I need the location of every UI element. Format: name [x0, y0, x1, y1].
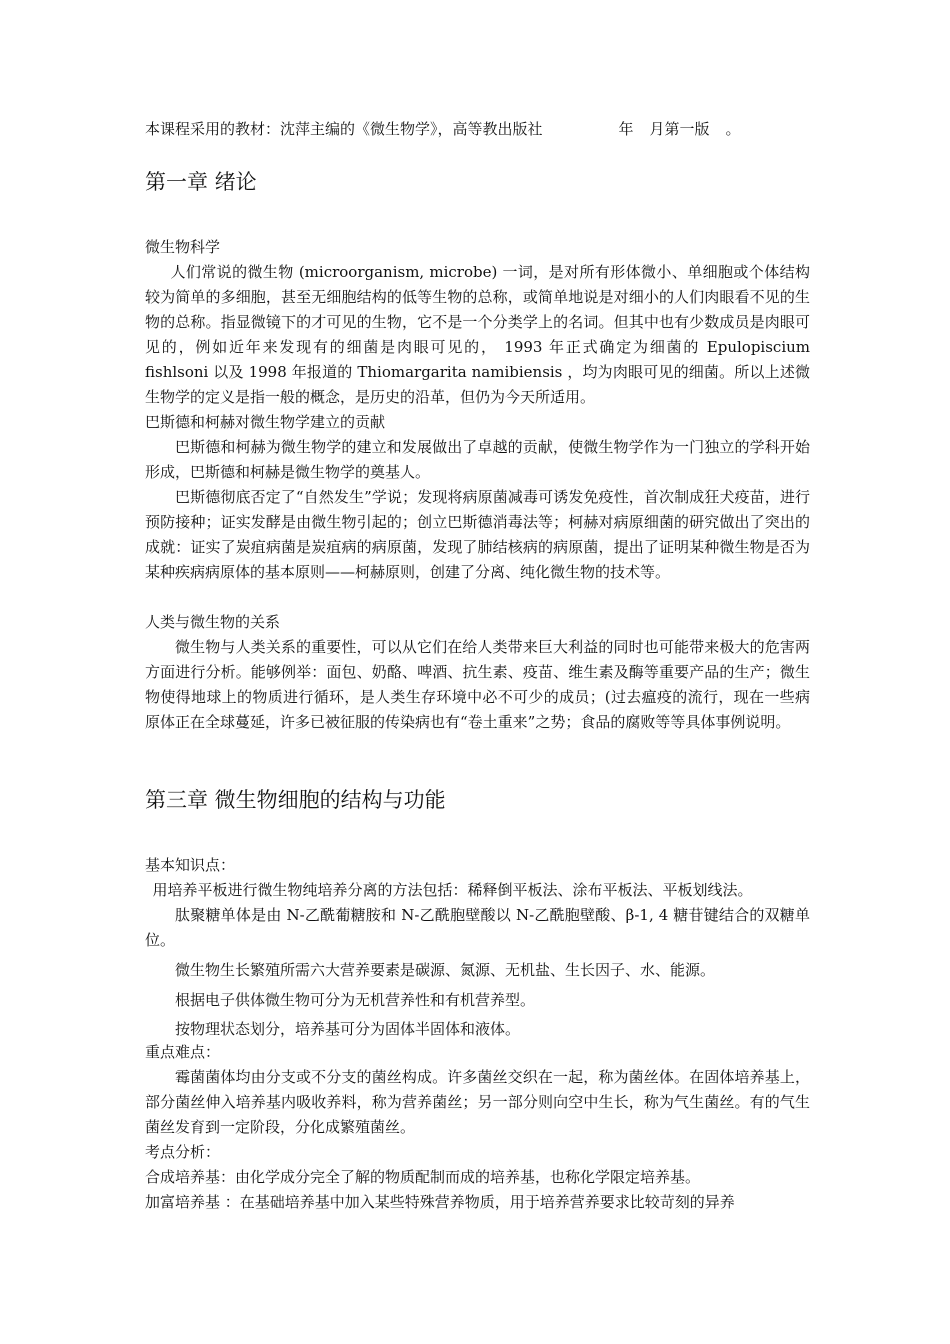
paragraph-human-microbe-relation: 微生物与人类关系的重要性，可以从它们在给人类带来巨大利益的同时也可能带来极大的危害两方面进行分析。能够例举：面包、奶酪、啤酒、抗生素、疫苗、维生素及酶等重要产品的生产；微生物使得地球上的物质进行循环，是人类生存环境中必不可少的成员；(过去瘟疫的流行，现在一些病原体正在全球蔓延，许多已被征服的传染病也有“卷土重来”之势；食品的腐败等等具体事例说明。	[145, 638, 810, 731]
paragraph-mold-hyphae: 霉菌菌体均由分支或不分支的菌丝构成。许多菌丝交织在一起，称为菌丝体。在固体培养基上，部分菌丝伸入培养基内吸收养料，称为营养菌丝；另一部分则向空中生长，称为气生菌丝。有的气生菌丝发育到一定阶段，分化成繁殖菌丝。	[145, 1068, 810, 1136]
knowledge-point-nutrition-types: 根据电子供体微生物可分为无机营养性和有机营养型。	[175, 991, 536, 1009]
section-title-human-microbe-relation: 人类与微生物的关系	[145, 613, 281, 631]
knowledge-point-peptidoglycan: 肽聚糖单体是由 N-乙酰葡糖胺和 N-乙酰胞壁酸以 N-乙酰胞壁酸、β-1, 4 糖苷键结合的双糖单位。	[145, 906, 810, 949]
textbook-note-edition: 月第一版	[649, 120, 710, 138]
section-title-pasteur-koch: 巴斯德和柯赫对微生物学建立的贡献	[145, 413, 386, 431]
textbook-note	[145, 117, 810, 142]
chapter-1-heading: 第一章 绪论	[145, 170, 257, 194]
textbook-note-text: 本课程采用的教材：沈萍主编的《微生物学》，高等教出版社	[145, 120, 543, 138]
knowledge-point-medium-states: 按物理状态划分，培养基可分为固体半固体和液体。	[175, 1020, 521, 1038]
chapter-3-heading: 第三章 微生物细胞的结构与功能	[145, 788, 446, 812]
knowledge-point-nutrients: 微生物生长繁殖所需六大营养要素是碳源、氮源、无机盐、生长因子、水、能源。	[175, 961, 716, 979]
paragraph-pasteur-koch-details: 巴斯德彻底否定了“自然发生”学说；发现将病原菌减毒可诱发免疫性，首次制成狂犬疫苗，进行预防接种；证实发酵是由微生物引起的；创立巴斯德消毒法等；柯赫对病原细菌的研究做出了突出的成就：证实了炭疽病菌是炭疽病的病原菌，发现了肺结核病的病原菌，提出了证明某种微生物是否为某种疾病病原体的基本原则——柯赫原则，创建了分离、纯化微生物的技术等。	[145, 488, 810, 581]
section-title-microbial-science: 微生物科学	[145, 238, 221, 256]
basic-knowledge-title: 基本知识点：	[145, 856, 236, 874]
exam-analysis-title: 考点分析：	[145, 1143, 221, 1161]
knowledge-point-pure-culture: 用培养平板进行微生物纯培养分离的方法包括：稀释倒平板法、涂布平板法、平板划线法。	[152, 881, 753, 899]
key-difficulties-title: 重点难点：	[145, 1043, 221, 1061]
definition-synthetic-medium: 合成培养基：由化学成分完全了解的物质配制而成的培养基，也称化学限定培养基。	[145, 1168, 701, 1186]
textbook-note-end: 。	[725, 120, 741, 138]
paragraph-microorganism-definition: 人们常说的微生物 (microorganism, microbe) 一词，是对所有形体微小、单细胞或个体结构较为简单的多细胞，甚至无细胞结构的低等生物的总称，或简单地说是对细小的人们肉眼看不见的生物的总称。指显微镜下的才可见的生物，它不是一个分类学上的名词。但其中也有少数成员是肉眼可见的，例如近年来发现有的细菌是肉眼可见的， 1993 年正式确定为细菌的 Epulopiscium fishlsoni 以及 1998 年报道的 Thiomargarita namibiensis ，均为肉眼可见的细菌。所以上述微生物学的定义是指一般的概念，是历史的沿革，但仍为今天所适用。	[145, 263, 810, 406]
textbook-note-year: 年	[618, 120, 634, 138]
definition-enriched-medium: 加富培养基 ：在基础培养基中加入某些特殊营养物质，用于培养营养要求比较苛刻的异养	[145, 1193, 735, 1211]
paragraph-pasteur-koch-intro: 巴斯德和柯赫为微生物学的建立和发展做出了卓越的贡献，使微生物学作为一门独立的学科开始形成，巴斯德和柯赫是微生物学的奠基人。	[145, 438, 810, 481]
